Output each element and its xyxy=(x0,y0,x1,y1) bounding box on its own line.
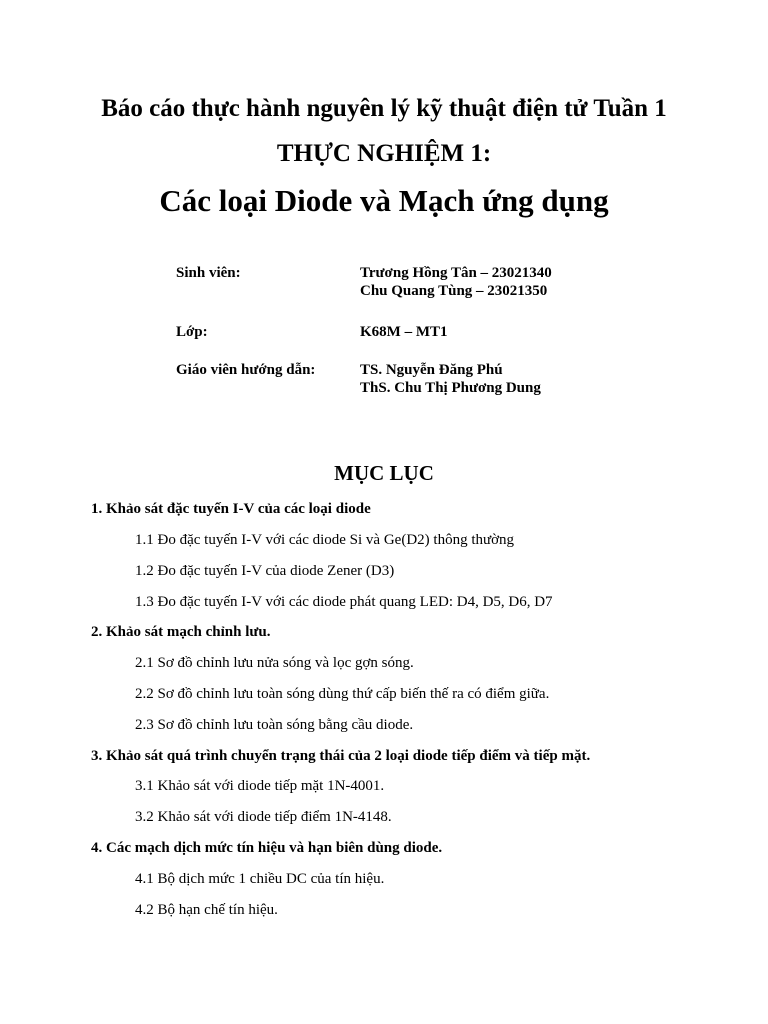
toc-item: 1.2 Đo đặc tuyến I-V của diode Zener (D3) xyxy=(135,563,395,579)
experiment-label: THỰC NGHIỆM 1: xyxy=(276,140,492,167)
toc-item: 4.2 Bộ hạn chế tín hiệu. xyxy=(135,902,278,918)
toc-section-title: 2. Khảo sát mạch chỉnh lưu. xyxy=(91,624,271,640)
toc-item: 1.3 Đo đặc tuyến I-V với các diode phát quang LED: D4, D5, D6, D7 xyxy=(135,594,553,610)
student-label: Sinh viên: xyxy=(176,265,241,281)
experiment-title: Các loại Diode và Mạch ứng dụng xyxy=(159,183,609,218)
toc-section-title: 1. Khảo sát đặc tuyến I-V của các loại diode xyxy=(91,501,371,517)
instructor-name: ThS. Chu Thị Phương Dung xyxy=(360,380,541,396)
instructor-name: TS. Nguyễn Đăng Phú xyxy=(360,362,503,378)
toc-item: 1.1 Đo đặc tuyến I-V với các diode Si và Ge(D2) thông thường xyxy=(135,532,515,548)
instructor-label: Giáo viên hướng dẫn: xyxy=(176,362,316,378)
toc-item: 4.1 Bộ dịch mức 1 chiều DC của tín hiệu. xyxy=(135,871,385,887)
class-label: Lớp: xyxy=(176,324,208,340)
toc-item: 3.1 Khảo sát với diode tiếp mặt 1N-4001. xyxy=(135,778,385,794)
student-name: Trương Hồng Tân – 23021340 xyxy=(360,265,552,281)
toc-item: 2.3 Sơ đồ chỉnh lưu toàn sóng bằng cầu diode. xyxy=(135,717,414,733)
toc-item: 2.2 Sơ đồ chỉnh lưu toàn sóng dùng thứ cấp biến thế ra có điểm giữa. xyxy=(135,686,550,702)
toc-item: 3.2 Khảo sát với diode tiếp điểm 1N-4148. xyxy=(135,809,392,825)
toc-heading: MỤC LỤC xyxy=(334,461,434,485)
toc-section-title: 3. Khảo sát quá trình chuyển trạng thái của 2 loại diode tiếp điểm và tiếp mặt. xyxy=(91,748,591,764)
student-name: Chu Quang Tùng – 23021350 xyxy=(360,283,548,299)
report-title: Báo cáo thực hành nguyên lý kỹ thuật điện tử Tuần 1 xyxy=(101,95,667,122)
toc-section-title: 4. Các mạch dịch mức tín hiệu và hạn biên dùng diode. xyxy=(91,840,443,856)
class-value: K68M – MT1 xyxy=(360,324,448,340)
toc-item: 2.1 Sơ đồ chỉnh lưu nửa sóng và lọc gợn sóng. xyxy=(135,655,414,671)
